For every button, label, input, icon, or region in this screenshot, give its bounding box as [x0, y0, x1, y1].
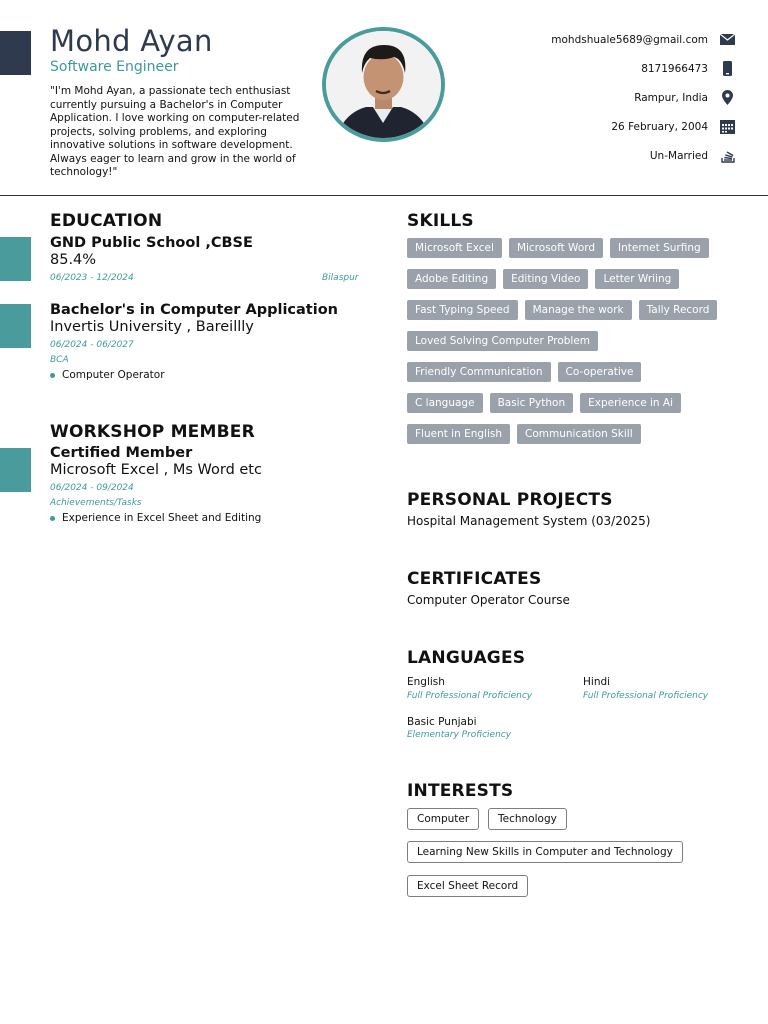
interest-tag: Computer — [407, 808, 479, 830]
education-2-bullet-text: Computer Operator — [62, 369, 165, 381]
education-1-location: Bilaspur — [322, 273, 359, 283]
skill-row — [407, 300, 737, 320]
education-1-date: 06/2023 - 12/2024 — [50, 273, 134, 283]
skill-tag: Fluent in English — [407, 424, 510, 444]
workshop-heading: WORKSHOP MEMBER — [50, 422, 255, 442]
education-1-score: 85.4% — [50, 252, 97, 268]
interest-tag: Excel Sheet Record — [407, 875, 528, 897]
education-heading: EDUCATION — [50, 211, 163, 231]
workshop-marker — [0, 448, 31, 492]
interests-heading: INTERESTS — [407, 781, 514, 801]
skill-tag: Co-operative — [558, 362, 642, 382]
skill-tag: Microsoft Word — [509, 238, 603, 258]
contact-birthday — [475, 112, 735, 141]
skill-row — [407, 269, 737, 289]
contact-email — [475, 25, 735, 54]
certificate-item: Computer Operator Course — [407, 593, 570, 607]
workshop-bullet — [50, 512, 261, 524]
language-name: Hindi — [583, 676, 611, 688]
skill-tag: Manage the work — [525, 300, 632, 320]
workshop-title: Certified Member — [50, 445, 193, 461]
education-2-date: 06/2024 - 06/2027 — [50, 340, 134, 350]
skill-tag: C language — [407, 393, 483, 413]
language-level: Elementary Proficiency — [407, 730, 512, 740]
skill-tag: Letter Wriing — [595, 269, 679, 289]
email-text: mohdshuale5689@gmail.com — [551, 33, 708, 46]
workshop-sub: Microsoft Excel , Ms Word etc — [50, 462, 262, 478]
certificates-heading: CERTIFICATES — [407, 569, 542, 589]
skill-row — [407, 331, 737, 351]
skill-tag: Basic Python — [490, 393, 574, 413]
skill-row — [407, 362, 737, 382]
workshop-date: 06/2024 - 09/2024 — [50, 483, 134, 493]
education-marker-1 — [0, 237, 31, 281]
language-name: Basic Punjabi — [407, 716, 477, 728]
education-2-institution: Invertis University , Bareillly — [50, 319, 254, 335]
envelope-icon — [720, 32, 735, 47]
skill-tag: Loved Solving Computer Problem — [407, 331, 598, 351]
location-text: Rampur, India — [634, 91, 708, 104]
skill-tag: Microsoft Excel — [407, 238, 502, 258]
bullet-dot-icon — [50, 516, 55, 521]
skill-tag: Tally Record — [639, 300, 718, 320]
skill-tag: Experience in Ai — [580, 393, 681, 413]
education-2-note: BCA — [50, 355, 69, 365]
skill-tag: Editing Video — [503, 269, 588, 289]
skill-tag: Communication Skill — [517, 424, 641, 444]
workshop-note: Achievements/Tasks — [50, 498, 142, 508]
header-divider — [0, 195, 768, 196]
project-item: Hospital Management System (03/2025) — [407, 514, 651, 528]
skill-row — [407, 424, 737, 444]
skill-row — [407, 393, 737, 413]
skill-tag: Fast Typing Speed — [407, 300, 518, 320]
name-accent-bar — [0, 31, 31, 75]
birthday-text: 26 February, 2004 — [611, 120, 708, 133]
map-pin-icon — [720, 90, 735, 105]
contact-marital — [475, 141, 735, 170]
language-name: English — [407, 676, 445, 688]
skill-row — [407, 238, 737, 258]
profile-photo — [322, 27, 445, 142]
person-name: Mohd Ayan — [50, 24, 213, 58]
skill-tag: Friendly Communication — [407, 362, 551, 382]
summary-text: "I'm Mohd Ayan, a passionate tech enthusiast currently pursuing a Bachelor's in Computer Application. I love working on computer-related projects, solving problems, and exploring innovative solutions in software development. Always eager to learn and grow in the world of technology!" — [50, 85, 300, 178]
education-2-title: Bachelor's in Computer Application — [50, 302, 338, 318]
education-1-title: GND Public School ,CBSE — [50, 235, 253, 251]
bullet-dot-icon — [50, 373, 55, 378]
contact-phone — [475, 54, 735, 83]
job-title: Software Engineer — [50, 59, 179, 75]
education-2-bullet — [50, 369, 165, 381]
contact-list — [475, 25, 735, 170]
skills-list — [407, 238, 737, 455]
contact-location — [475, 83, 735, 112]
language-level: Full Professional Proficiency — [583, 691, 709, 701]
calendar-icon — [720, 119, 735, 134]
stack-icon — [720, 148, 735, 163]
interest-tag: Technology — [488, 808, 567, 830]
skills-heading: SKILLS — [407, 211, 474, 231]
skill-tag: Adobe Editing — [407, 269, 496, 289]
avatar-icon — [326, 31, 441, 138]
marital-text: Un-Married — [649, 149, 708, 162]
language-level: Full Professional Proficiency — [407, 691, 533, 701]
education-marker-2 — [0, 304, 31, 348]
workshop-bullet-text: Experience in Excel Sheet and Editing — [62, 512, 262, 524]
languages-heading: LANGUAGES — [407, 648, 526, 668]
projects-heading: PERSONAL PROJECTS — [407, 490, 613, 510]
interest-tag: Learning New Skills in Computer and Technology — [407, 841, 683, 863]
skill-tag: Internet Surfing — [610, 238, 709, 258]
phone-icon — [720, 61, 735, 76]
phone-text: 8171966473 — [641, 62, 708, 75]
